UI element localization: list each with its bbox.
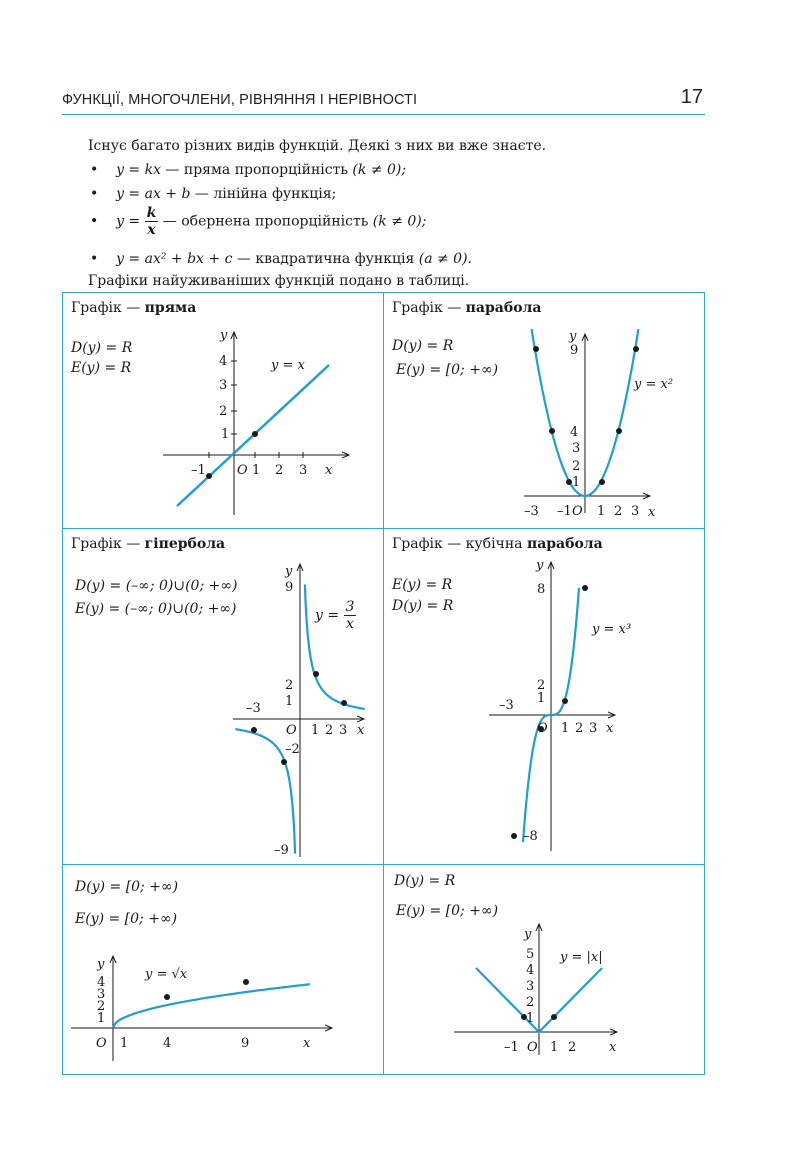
origin-label: O bbox=[527, 1040, 538, 1055]
tick-label: –1 bbox=[557, 504, 572, 519]
tick-label: –8 bbox=[523, 829, 538, 844]
tick-label: –2 bbox=[285, 742, 300, 757]
tick-label: 1 bbox=[597, 504, 606, 519]
domain-text: D(y) = R bbox=[392, 338, 454, 354]
tick-label: 1 bbox=[120, 1036, 129, 1051]
domain-text: D(y) = R bbox=[394, 873, 456, 889]
function-table bbox=[62, 292, 705, 1075]
tick-label: 9 bbox=[285, 580, 294, 595]
y-axis-label: y bbox=[536, 558, 544, 573]
graph-label: y = x³ bbox=[592, 622, 632, 637]
intro-closing: Графіки найуживаніших функцій подано в таблиці. bbox=[88, 273, 470, 289]
graph-abs bbox=[384, 865, 705, 1075]
point bbox=[549, 428, 555, 434]
point bbox=[164, 994, 170, 1000]
point bbox=[582, 585, 588, 591]
origin-label: O bbox=[237, 463, 248, 478]
range-text: E(y) = [0; +∞) bbox=[75, 911, 178, 927]
y-axis-label: y bbox=[524, 927, 532, 942]
chapter-title: ФУНКЦІЇ, МНОГОЧЛЕНИ, РІВНЯННЯ І НЕРІВНОСТІ bbox=[62, 92, 418, 108]
y-axis-label: y bbox=[97, 957, 105, 972]
cell-cubic bbox=[384, 529, 705, 865]
cell-line bbox=[63, 293, 384, 529]
tick-label: 3 bbox=[339, 723, 348, 738]
graph-hyperbola-plot bbox=[63, 529, 384, 865]
graph-line bbox=[63, 293, 384, 529]
point bbox=[251, 727, 257, 733]
tick-label: 1 bbox=[311, 723, 320, 738]
tick-label: 1 bbox=[285, 694, 294, 709]
x-axis-label: x bbox=[325, 463, 333, 478]
tick-label: 2 bbox=[526, 995, 535, 1010]
graph-label: y = |x| bbox=[560, 950, 603, 965]
list-item: • y = ax + b — лінійна функція; bbox=[90, 186, 337, 202]
tick-label: 3 bbox=[526, 979, 535, 994]
point bbox=[562, 698, 568, 704]
tick-label: –1 bbox=[191, 463, 206, 478]
tick-label: 1 bbox=[252, 463, 261, 478]
graph-parabola bbox=[384, 293, 705, 529]
range-text: E(y) = (–∞; 0)∪(0; +∞) bbox=[75, 601, 237, 617]
tick-label: 4 bbox=[526, 963, 535, 978]
list-item: • y = $\frac{k}{x}$ — обернена пропорційність (k ≠ 0); bbox=[90, 205, 427, 238]
tick-label: 2 bbox=[275, 463, 284, 478]
tick-label: 4 bbox=[163, 1036, 172, 1051]
cell-sqrt bbox=[63, 865, 384, 1075]
point bbox=[243, 979, 249, 985]
point bbox=[252, 431, 258, 437]
tick-label: 1 bbox=[537, 691, 546, 706]
point bbox=[281, 759, 287, 765]
y-axis-label: y bbox=[285, 564, 293, 579]
intro-lead: Існує багато різних видів функцій. Деякі з них ви вже знаєте. bbox=[88, 138, 547, 154]
running-header bbox=[62, 88, 705, 115]
range-text: E(y) = [0; +∞) bbox=[396, 362, 499, 378]
tick-label: 2 bbox=[219, 404, 228, 419]
cell-title: Графік — парабола bbox=[392, 300, 542, 316]
origin-label: O bbox=[572, 504, 583, 519]
point bbox=[616, 428, 622, 434]
graph-label: y = $\frac{3}{x}$ bbox=[315, 599, 355, 632]
tick-label: 4 bbox=[570, 425, 579, 440]
tick-label: 2 bbox=[285, 678, 294, 693]
x-axis-label: x bbox=[609, 1040, 617, 1055]
cell-title: Графік — гіпербола bbox=[71, 536, 226, 552]
graph-sqrt bbox=[63, 865, 384, 1075]
graph-label: y = √x bbox=[145, 967, 188, 982]
tick-label: 2 bbox=[575, 721, 584, 736]
tick-label: 1 bbox=[572, 475, 581, 490]
tick-label: 2 bbox=[572, 459, 581, 474]
fraction: $\frac{k}{x}$ bbox=[146, 205, 157, 238]
tick-label: 3 bbox=[589, 721, 598, 736]
cell-title: Графік — пряма bbox=[71, 300, 197, 316]
graph-label: y = x bbox=[271, 358, 305, 373]
tick-label: 2 bbox=[325, 723, 334, 738]
tick-label: 1 bbox=[561, 721, 570, 736]
tick-label: –9 bbox=[274, 843, 289, 858]
point bbox=[313, 671, 319, 677]
point bbox=[551, 1014, 557, 1020]
point bbox=[633, 346, 639, 352]
tick-label: –1 bbox=[504, 1040, 519, 1055]
tick-label: 2 bbox=[568, 1040, 577, 1055]
origin-label: O bbox=[286, 723, 297, 738]
graph-cubic bbox=[384, 529, 705, 865]
x-axis-label: x bbox=[357, 723, 365, 738]
origin-label: O bbox=[537, 721, 548, 736]
cell-parabola bbox=[384, 293, 705, 529]
tick-label: 9 bbox=[570, 343, 579, 358]
tick-label: 3 bbox=[631, 504, 640, 519]
point bbox=[511, 833, 517, 839]
x-axis-label: x bbox=[606, 721, 614, 736]
page-number: 17 bbox=[680, 86, 703, 108]
tick-label: 3 bbox=[572, 441, 581, 456]
tick-label: 8 bbox=[537, 582, 546, 597]
tick-label: –3 bbox=[499, 698, 514, 713]
range-text: D(y) = R bbox=[392, 598, 454, 614]
list-item: • y = kx — пряма пропорційність (k ≠ 0); bbox=[90, 162, 407, 178]
sqrt-curve bbox=[113, 984, 310, 1028]
y-axis-label: y bbox=[569, 329, 577, 344]
tick-label: 3 bbox=[219, 378, 228, 393]
cell-abs bbox=[384, 865, 705, 1075]
tick-label: 3 bbox=[97, 987, 106, 1002]
tick-label: 5 bbox=[526, 947, 535, 962]
domain-text: D(y) = [0; +∞) bbox=[75, 879, 179, 895]
tick-label: 4 bbox=[219, 354, 228, 369]
domain-text: D(y) = (–∞; 0)∪(0; +∞) bbox=[75, 578, 238, 594]
range-text: E(y) = [0; +∞) bbox=[396, 903, 499, 919]
tick-label: 1 bbox=[526, 1011, 535, 1026]
tick-label: 2 bbox=[614, 504, 623, 519]
cell-title: Графік — кубічна парабола bbox=[392, 536, 603, 552]
tick-label: 3 bbox=[299, 463, 308, 478]
x-axis-label: x bbox=[648, 505, 656, 520]
tick-label: 2 bbox=[537, 678, 546, 693]
tick-label: 1 bbox=[550, 1040, 559, 1055]
tick-label: 1 bbox=[221, 427, 230, 442]
tick-label: 4 bbox=[97, 975, 106, 990]
point bbox=[599, 479, 605, 485]
point bbox=[206, 473, 212, 479]
domain-text: E(y) = R bbox=[392, 577, 453, 593]
x-axis-label: x bbox=[303, 1036, 311, 1051]
list-item: • y = ax² + bx + c — квадратична функція (a ≠ 0). bbox=[90, 251, 472, 267]
tick-label: 9 bbox=[241, 1036, 250, 1051]
domain-text: D(y) = R bbox=[71, 340, 133, 356]
cell-hyperbola bbox=[63, 529, 384, 865]
tick-label: –3 bbox=[524, 504, 539, 519]
point bbox=[341, 700, 347, 706]
graph-label: y = x² bbox=[634, 377, 674, 392]
range-text: E(y) = R bbox=[71, 360, 132, 376]
tick-label: 1 bbox=[97, 1011, 106, 1026]
y-axis-label: y bbox=[220, 328, 228, 343]
tick-label: –3 bbox=[246, 701, 261, 716]
point bbox=[533, 346, 539, 352]
tick-label: 2 bbox=[97, 999, 106, 1014]
origin-label: O bbox=[96, 1036, 107, 1051]
